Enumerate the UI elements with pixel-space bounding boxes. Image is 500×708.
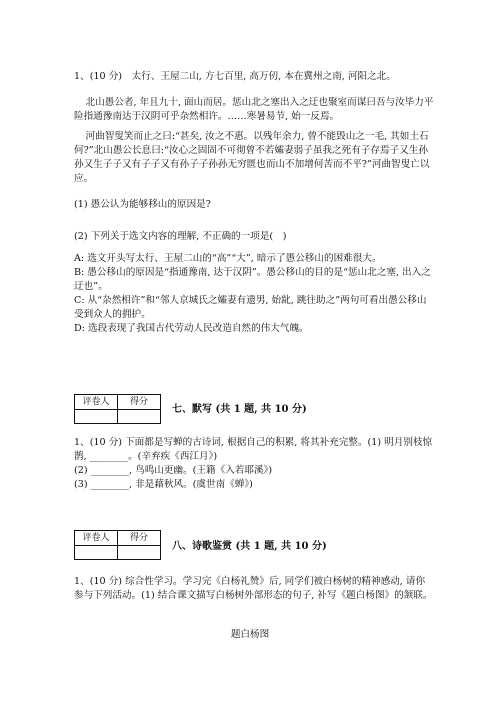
question-2-intro: 1、(10 分) 下面都是写蝉的古诗词, 根据自己的积累, 将其补充完整。(1) 明月别枝惊鹊, ________。(辛弃疾《西江月》) (74, 437, 433, 462)
score-label: 得分 (118, 531, 161, 546)
question-3-intro: 1、(10 分) 综合性学习。学习完《白杨礼赞》后, 同学们被白杨树的精神感动, 请你参与下列活动。(1) 结合课文描写白杨树外部形态的句子, 补写《题白杨图》的颔联。 (74, 576, 433, 601)
grader-label: 评卷人 (75, 531, 118, 546)
passage-paragraph-2: 河曲智叟笑而止之曰:“甚矣, 汝之不惠。以残年余力, 曾不能毁山之一毛, 其如土石何?”北山愚公长息曰:“汝心之固固不可彻曾不若孀妻弱子虽我之死有子存焉子又生孙孙又生子子又有子子又有孙子子孙孙无穷匮也而山不加增何苦而不平?”河曲智叟亡以应。 (74, 131, 430, 184)
question-3 (74, 575, 434, 603)
sub-question-1: (1) 愚公认为能够移山的原因是? (74, 199, 211, 210)
score-label: 得分 (118, 395, 161, 410)
passage-paragraph-1: 北山愚公者, 年且九十, 面山而居。惩山北之塞出入之迂也聚室而谋曰吾与汝毕力平险指通豫南达于汉阴可乎杂然相许。……寒暑易节, 始一反焉。 (74, 97, 434, 122)
question-1 (74, 70, 434, 336)
section-7-title: 七、默写 (共 1 题, 共 10 分) (172, 404, 307, 415)
section-8-title: 八、诗歌鉴赏 (共 1 题, 共 10 分) (172, 541, 327, 552)
score-table-7 (74, 394, 161, 424)
option-a: A: 选文开头写太行、王屋二山的“高”“大”, 暗示了愚公移山的困难很大。 (74, 253, 382, 264)
option-d: D: 选段表现了我国古代劳动人民改造自然的伟大气魄。 (74, 323, 309, 334)
grader-cell[interactable] (75, 410, 118, 424)
question-2-line-3: (3) ________, 非是藉秋风。(虞世南《蝉》) (74, 479, 253, 490)
question-2-line-2: (2) ________, 鸟鸣山更幽。(王籍《入若耶溪》) (74, 465, 273, 476)
score-cell[interactable] (118, 410, 161, 424)
grader-cell[interactable] (75, 546, 118, 560)
score-cell[interactable] (118, 546, 161, 560)
option-c: C: 从“杂然相许”和“邻人京城氏之孀妻有遗男, 始龀, 跳往助之”两句可看出愚公移山受到众人的拥护。 (74, 295, 427, 320)
question-2 (74, 436, 434, 492)
score-table-8 (74, 530, 161, 560)
poem-title: 题白杨图 (230, 629, 270, 640)
sub-question-2: (2) 下列关于选文内容的理解, 不正确的一项是( ) (74, 231, 287, 242)
grader-label: 评卷人 (75, 395, 118, 410)
option-b: B: 愚公移山的原因是“指通豫南, 达于汉阴”。愚公移山的目的是“惩山北之塞, 出入之迂也”。 (74, 267, 431, 292)
question-1-heading: 1、(10 分) 太行、王屋二山, 方七百里, 高万仞, 本在冀州之南, 河阳之北。 (74, 71, 396, 82)
